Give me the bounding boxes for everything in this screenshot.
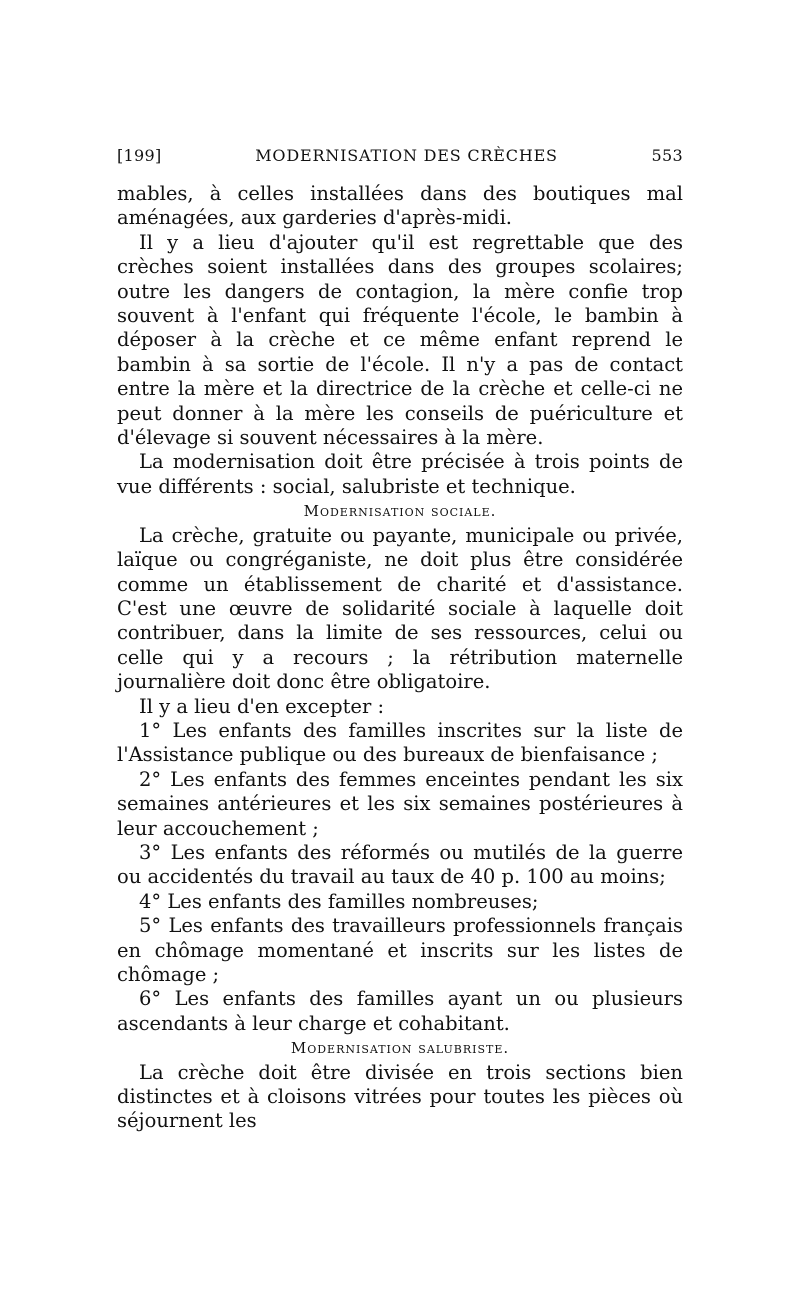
paragraph: mables, à celles installées dans des boutiques mal aménagées, aux garderies d'après-midi. [117,182,683,230]
paragraph: Il y a lieu d'ajouter qu'il est regrettable que des crèches soient installées dans des groupes scolaires; outre les dangers de contagion, la mère confie trop souvent à l'enfant qui fréquente l'école, le bambin à déposer à la crèche et ce même enfant reprend le bambin à sa sortie de l'école. Il n'y a pas de contact entre la mère et la directrice de la crèche et celle-ci ne peut donner à la mère les conseils de puériculture et d'élevage si souvent nécessaires à la mère. [117,230,683,450]
section-heading-salubriste: Modernisation salubriste. [290,1039,510,1058]
header-page-number: 553 [651,146,683,165]
paragraph: Il y a lieu d'en excepter : [139,694,385,718]
paragraph: La crèche doit être divisée en trois sections bien distinctes et à cloisons vitrées pour toutes les pièces où séjournent les [117,1060,683,1133]
header-section-number: [199] [117,146,162,165]
section-heading-social: Modernisation sociale. [303,502,497,521]
book-page [117,146,683,1134]
list-item: 2° Les enfants des femmes enceintes pendant les six semaines antérieures et les six semaines postérieures à leur accouchement ; [117,767,683,840]
paragraph: La crèche, gratuite ou payante, municipale ou privée, laïque ou congréganiste, ne doit plus être considérée comme un établissement de charité et d'assistance. C'est une œuvre de solidarité sociale à laquelle doit contribuer, dans la limite de ses ressources, celui ou celle qui y a recours ; la rétribution maternelle journalière doit donc être obligatoire. [117,523,683,694]
list-item: 1° Les enfants des familles inscrites sur la liste de l'Assistance publique ou des bureaux de bienfaisance ; [117,718,683,767]
list-item: 3° Les enfants des réformés ou mutilés de la guerre ou accidentés du travail au taux de 40 p. 100 au moins; [117,840,683,889]
paragraph: La modernisation doit être précisée à trois points de vue différents : social, salubriste et technique. [117,450,683,498]
list-item: 6° Les enfants des familles ayant un ou plusieurs ascendants à leur charge et cohabitant. [117,987,683,1035]
page-body [117,182,683,1134]
list-item: 4° Les enfants des familles nombreuses; [139,889,539,913]
running-header [117,146,683,165]
list-item: 5° Les enfants des travailleurs professionnels français en chômage momentané et inscrits sur les listes de chômage ; [117,914,683,986]
header-title: MODERNISATION DES CRÈCHES [255,146,558,165]
